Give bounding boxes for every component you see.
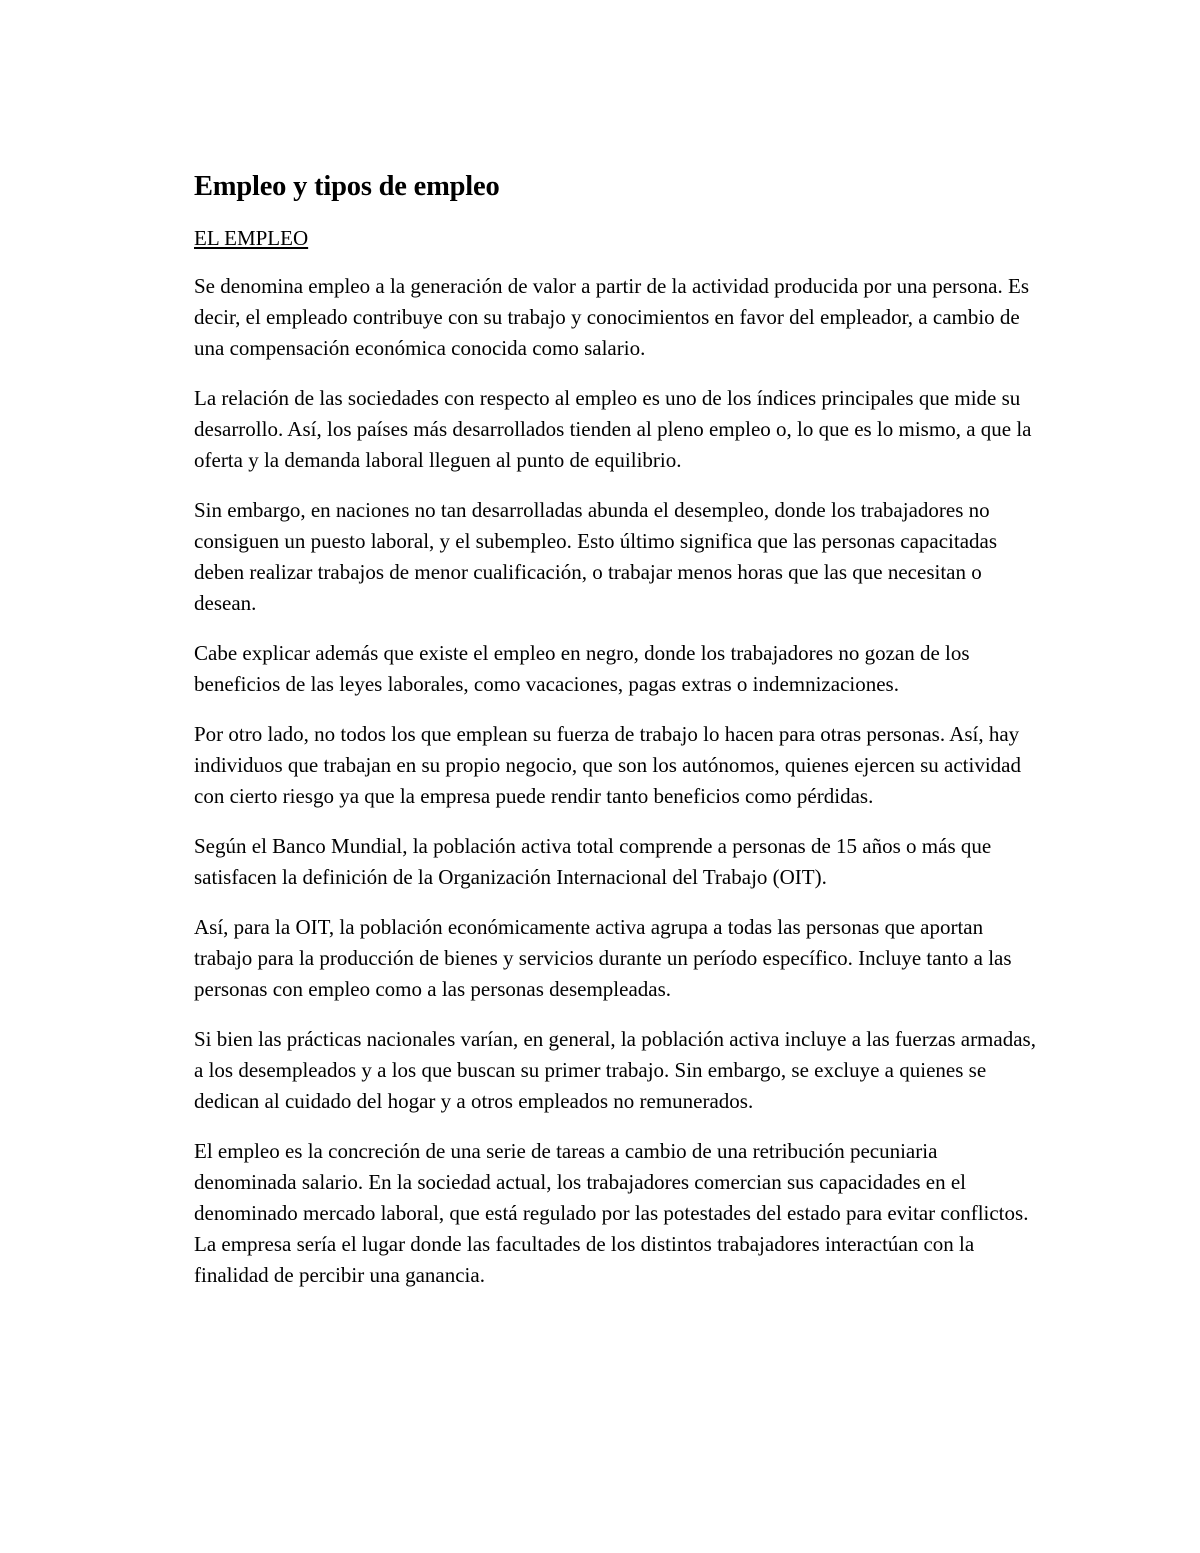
paragraph-5: Por otro lado, no todos los que emplean su fuerza de trabajo lo hacen para otras personas. Así, hay individuos que trabajan en su propio negocio, que son los autónomos, quienes ejercen su actividad con cierto riesgo ya que la empresa puede rendir tanto beneficios como pérdidas. xyxy=(194,722,1021,808)
document-page xyxy=(194,168,1044,1310)
paragraph-2: La relación de las sociedades con respecto al empleo es uno de los índices principales que mide su desarrollo. Así, los países más desarrollados tienden al pleno empleo o, lo que es lo mismo, a que la oferta y la demanda laboral lleguen al punto de equilibrio. xyxy=(194,386,1032,472)
paragraph-3: Sin embargo, en naciones no tan desarrolladas abunda el desempleo, donde los trabajadores no consiguen un puesto laboral, y el subempleo. Esto último significa que las personas capacitadas deben realizar trabajos de menor cualificación, o trabajar menos horas que las que necesitan o desean. xyxy=(194,498,998,615)
paragraph-9: El empleo es la concreción de una serie de tareas a cambio de una retribución pecuniaria denominada salario. En la sociedad actual, los trabajadores comercian sus capacidades en el denominado mercado laboral, que está regulado por las potestades del estado para evitar conflictos. La empresa sería el lugar donde las facultades de los distintos trabajadores interactúan con la finalidad de percibir una ganancia. xyxy=(194,1139,1029,1287)
paragraph-8: Si bien las prácticas nacionales varían, en general, la población activa incluye a las fuerzas armadas, a los desempleados y a los que buscan su primer trabajo. Sin embargo, se excluye a quienes se dedican al cuidado del hogar y a otros empleados no remunerados. xyxy=(194,1027,1036,1113)
paragraph-7: Así, para la OIT, la población económicamente activa agrupa a todas las personas que aportan trabajo para la producción de bienes y servicios durante un período específico. Incluye tanto a las personas con empleo como a las personas desempleadas. xyxy=(194,915,1012,1001)
paragraph-6: Según el Banco Mundial, la población activa total comprende a personas de 15 años o más que satisfacen la definición de la Organización Internacional del Trabajo (OIT). xyxy=(194,834,992,889)
paragraph-1: Se denomina empleo a la generación de valor a partir de la actividad producida por una persona. Es decir, el empleado contribuye con su trabajo y conocimientos en favor del empleador, a cambio de una compensación económica conocida como salario. xyxy=(194,274,1030,360)
paragraph-4: Cabe explicar además que existe el empleo en negro, donde los trabajadores no gozan de los beneficios de las leyes laborales, como vacaciones, pagas extras o indemnizaciones. xyxy=(194,641,970,696)
section-heading: EL EMPLEO xyxy=(194,226,309,250)
document-title: Empleo y tipos de empleo xyxy=(194,171,500,202)
